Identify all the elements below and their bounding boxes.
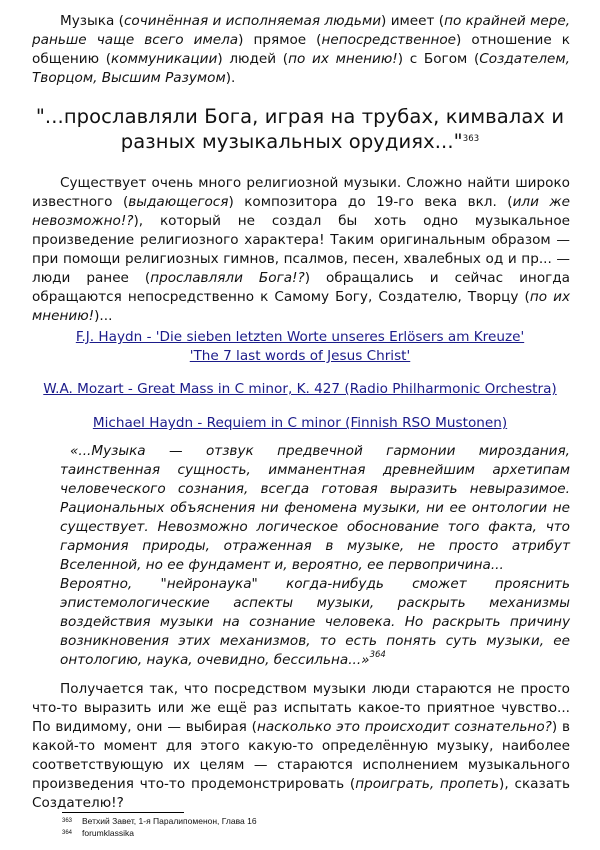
text: ) отношение к общению (	[32, 32, 570, 67]
footnote-text: forumklassika	[82, 828, 134, 838]
paragraph-intro	[32, 12, 570, 88]
epigraph-quote	[30, 104, 570, 154]
italic-text: выдающегося	[128, 194, 229, 210]
footnote-ref[interactable]: 364	[369, 650, 386, 660]
text: Музыка (	[60, 13, 124, 29]
text: )...	[94, 308, 113, 324]
text: ).	[225, 70, 236, 86]
italic-text: сочинённая и исполняемая людьми	[123, 13, 382, 29]
link-text[interactable]: F.J. Haydn - 'Die sieben letzten Worte unseres Erlösers am Kreuze'	[75, 329, 525, 345]
italic-text: по крайней мере, раньше чаще всего имела	[32, 13, 571, 48]
text: ) людей (	[217, 51, 289, 67]
italic-text: Создателем, Творцом, Высшим Разумом	[32, 51, 570, 86]
text: Существует очень много религиозной музыки. Сложно найти широко известного (	[32, 175, 570, 210]
italic-text: насколько это происходит сознательно?	[256, 719, 552, 735]
link-text[interactable]: 'The 7 last words of Jesus Christ'	[189, 348, 411, 364]
text: ) обращались и сейчас иногда обращаются непосредственно к Самому Богу, Создателю, Творцу (	[32, 270, 571, 305]
text: ), сказать Создателю!?	[32, 776, 570, 811]
link-text[interactable]: W.A. Mozart - Great Mass in C minor, K. 427 (Radio Philharmonic Orchestra)	[43, 381, 557, 397]
text: ) в какой-то момент для этого какую-то определённую музыку, наиболее соответствующую их целям — стараются исполнением музыкального произведения что-то продемонстрировать (	[32, 719, 570, 792]
italic-text: по их мнению!	[32, 289, 571, 324]
text: Получается так, что посредством музыки люди стараются не просто что-то выразить или же ещё раз испытать какое-то приятное чувство... По видимому, они — выбирая (	[32, 681, 570, 735]
italic-text: коммуникации	[111, 51, 218, 67]
text: ) с Богом (	[397, 51, 480, 67]
epigraph-text: "...прославляли Бога, играя на трубах, кимвалах и разных музыкальных орудиях..."	[35, 105, 565, 153]
text: ) композитора до 19-го века вкл. (	[228, 194, 513, 210]
link-text[interactable]: Michael Haydn - Requiem in C minor (Finnish RSO Mustonen)	[92, 415, 508, 431]
italic-text: непосредственное	[321, 32, 457, 48]
italic-text: или же невозможно!?	[32, 194, 570, 229]
footnote-363	[62, 816, 257, 827]
link-mozart-great-mass	[0, 380, 600, 399]
footnote-divider	[62, 812, 184, 813]
paragraph-conclusion	[32, 680, 570, 813]
footnote-number: 363	[62, 818, 73, 824]
link-haydn-seven-words	[0, 328, 600, 366]
link-michael-haydn-requiem	[0, 414, 600, 433]
italic-text: прославляли Бога!?	[150, 270, 305, 286]
italic-text: по их мнению!	[288, 51, 398, 67]
footnote-text: Ветхий Завет, 1-я Паралипоменон, Глава 16	[82, 816, 257, 826]
text: ) имеет (	[381, 13, 445, 29]
text: ) прямое (	[238, 32, 322, 48]
footnote-ref[interactable]: 363	[462, 134, 480, 144]
italic-text: проиграть, пропеть	[355, 776, 500, 792]
footnote-number: 364	[62, 830, 73, 836]
blockquote	[60, 442, 570, 670]
quote-paragraph-2	[60, 575, 570, 670]
paragraph-religious-music	[32, 174, 570, 326]
footnote-364	[62, 828, 134, 839]
text: ), который не создал бы хоть одно музыкальное произведение религиозного характера! Таким оригинальным образом — при помощи религиозных гимнов, псалмов, песен, хвалебных од и пр... — люди ранее (	[32, 213, 570, 286]
quote-paragraph-1: «...Музыка — отзвук предвечной гармонии мироздания, таинственная сущность, имманентная древнейшим архетипам человеческого сознания, всегда готовая выразить невыразимое. Рациональных объяснения ни феномена музыки, ни ее онтологии не существует. Невозможно логическое обоснование того факта, что гармония природы, отраженная в музыке, не просто атрибут Вселенной, но ее фундамент и, вероятно, ее первопричина...	[60, 443, 570, 573]
quote-text: Вероятно, "нейронаука" когда-нибудь сможет прояснить эпистемологические аспекты музыки, раскрыть механизмы воздействия музыки на сознание человека. Но раскрыть причину возникновения этих механизмов, то есть понять суть музыки, ее онтологию, наука, очевидно, бессильна...»	[60, 576, 570, 668]
